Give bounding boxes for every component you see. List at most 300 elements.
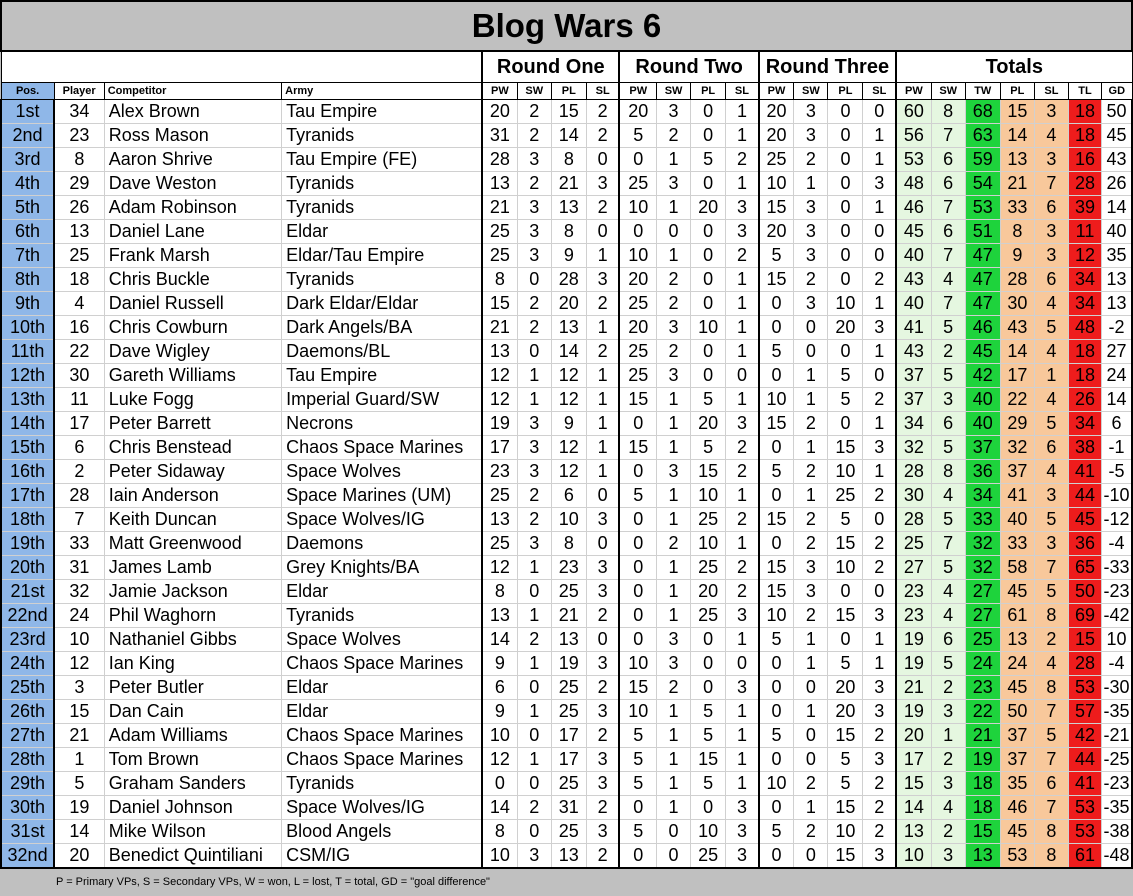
cell-r1-pl: 13 bbox=[551, 628, 586, 652]
cell-pos: 32nd bbox=[1, 844, 54, 869]
cell-r3-pw: 0 bbox=[759, 652, 794, 676]
cell-r1-sw: 2 bbox=[517, 796, 551, 820]
cell-r3-sl: 2 bbox=[863, 724, 896, 748]
cell-army: Tyranids bbox=[282, 172, 482, 196]
cell-pos: 17th bbox=[1, 484, 54, 508]
cell-tot-pl: 33 bbox=[1000, 532, 1034, 556]
cell-r1-pw: 6 bbox=[482, 676, 517, 700]
cell-r2-sw: 1 bbox=[657, 772, 691, 796]
cell-tot-tw: 46 bbox=[965, 316, 1000, 340]
cell-r2-pw: 0 bbox=[619, 508, 656, 532]
cell-tot-tw: 42 bbox=[965, 364, 1000, 388]
cell-competitor: James Lamb bbox=[104, 556, 281, 580]
cell-r2-sl: 1 bbox=[726, 628, 759, 652]
cell-tot-tl: 48 bbox=[1068, 316, 1101, 340]
cell-r1-pl: 21 bbox=[551, 604, 586, 628]
cell-r1-pl: 12 bbox=[551, 460, 586, 484]
cell-r3-sl: 3 bbox=[863, 436, 896, 460]
cell-pos: 16th bbox=[1, 460, 54, 484]
cell-player: 1 bbox=[54, 748, 104, 772]
cell-r1-pw: 9 bbox=[482, 700, 517, 724]
cell-r2-sw: 2 bbox=[657, 124, 691, 148]
cell-r1-sw: 0 bbox=[517, 820, 551, 844]
cell-tot-tl: 53 bbox=[1068, 820, 1101, 844]
cell-army: Tau Empire bbox=[282, 100, 482, 124]
cell-tot-pl: 45 bbox=[1000, 676, 1034, 700]
cell-tot-gd: -4 bbox=[1102, 652, 1132, 676]
cell-r2-sw: 1 bbox=[657, 580, 691, 604]
cell-r3-pw: 15 bbox=[759, 196, 794, 220]
cell-r2-pw: 25 bbox=[619, 340, 656, 364]
cell-tot-tw: 68 bbox=[965, 100, 1000, 124]
cell-r2-sw: 0 bbox=[657, 820, 691, 844]
cell-player: 23 bbox=[54, 124, 104, 148]
cell-tot-tw: 59 bbox=[965, 148, 1000, 172]
cell-r1-pw: 12 bbox=[482, 388, 517, 412]
table-row bbox=[1, 388, 1132, 412]
cell-r1-sl: 3 bbox=[586, 508, 619, 532]
cell-r3-sw: 1 bbox=[794, 364, 828, 388]
column-header-row bbox=[1, 83, 1132, 100]
cell-tot-sw: 8 bbox=[931, 460, 965, 484]
cell-tot-tl: 65 bbox=[1068, 556, 1101, 580]
cell-tot-pl: 15 bbox=[1000, 100, 1034, 124]
cell-tot-tl: 45 bbox=[1068, 508, 1101, 532]
cell-r3-pl: 25 bbox=[828, 484, 863, 508]
cell-tot-gd: -25 bbox=[1102, 748, 1132, 772]
cell-r2-pw: 5 bbox=[619, 772, 656, 796]
cell-r2-sl: 3 bbox=[726, 220, 759, 244]
cell-r2-pw: 0 bbox=[619, 628, 656, 652]
cell-tot-sl: 6 bbox=[1034, 436, 1068, 460]
cell-r1-sl: 3 bbox=[586, 772, 619, 796]
cell-r1-sl: 2 bbox=[586, 196, 619, 220]
cell-r2-sw: 3 bbox=[657, 100, 691, 124]
cell-tot-sl: 3 bbox=[1034, 532, 1068, 556]
cell-player: 33 bbox=[54, 532, 104, 556]
cell-r1-sl: 2 bbox=[586, 292, 619, 316]
cell-r1-sw: 3 bbox=[517, 148, 551, 172]
cell-r3-pl: 15 bbox=[828, 796, 863, 820]
cell-tot-tw: 19 bbox=[965, 748, 1000, 772]
group-totals: Totals bbox=[896, 51, 1132, 83]
cell-army: Tau Empire (FE) bbox=[282, 148, 482, 172]
cell-tot-pl: 9 bbox=[1000, 244, 1034, 268]
cell-r1-sw: 0 bbox=[517, 676, 551, 700]
cell-competitor: Nathaniel Gibbs bbox=[104, 628, 281, 652]
cell-tot-sl: 5 bbox=[1034, 508, 1068, 532]
cell-r2-sl: 1 bbox=[726, 388, 759, 412]
cell-player: 14 bbox=[54, 820, 104, 844]
cell-army: Daemons bbox=[282, 532, 482, 556]
cell-tot-pl: 33 bbox=[1000, 196, 1034, 220]
cell-r1-pw: 25 bbox=[482, 484, 517, 508]
cell-tot-gd: -12 bbox=[1102, 508, 1132, 532]
cell-r2-pl: 5 bbox=[691, 772, 726, 796]
cell-tot-gd: -35 bbox=[1102, 700, 1132, 724]
cell-tot-pl: 17 bbox=[1000, 364, 1034, 388]
group-header-row bbox=[1, 51, 1132, 83]
table-row bbox=[1, 172, 1132, 196]
cell-r1-sl: 2 bbox=[586, 340, 619, 364]
cell-tot-pw: 37 bbox=[896, 388, 931, 412]
cell-tot-sl: 5 bbox=[1034, 412, 1068, 436]
cell-r3-pl: 0 bbox=[828, 244, 863, 268]
cell-tot-pw: 15 bbox=[896, 772, 931, 796]
cell-r2-sw: 1 bbox=[657, 196, 691, 220]
cell-tot-pl: 37 bbox=[1000, 724, 1034, 748]
cell-tot-tl: 26 bbox=[1068, 388, 1101, 412]
cell-r2-pl: 25 bbox=[691, 604, 726, 628]
cell-r1-sl: 1 bbox=[586, 364, 619, 388]
cell-r3-sw: 0 bbox=[794, 844, 828, 869]
cell-tot-tl: 57 bbox=[1068, 700, 1101, 724]
cell-r3-sw: 0 bbox=[794, 676, 828, 700]
cell-pos: 20th bbox=[1, 556, 54, 580]
cell-r1-pl: 8 bbox=[551, 148, 586, 172]
cell-army: Tyranids bbox=[282, 124, 482, 148]
cell-r1-pl: 23 bbox=[551, 556, 586, 580]
cell-pos: 13th bbox=[1, 388, 54, 412]
table-row bbox=[1, 196, 1132, 220]
cell-tot-pl: 14 bbox=[1000, 340, 1034, 364]
cell-tot-gd: 45 bbox=[1102, 124, 1132, 148]
cell-tot-sl: 3 bbox=[1034, 148, 1068, 172]
cell-tot-gd: -38 bbox=[1102, 820, 1132, 844]
cell-tot-sw: 6 bbox=[931, 220, 965, 244]
cell-r2-sw: 1 bbox=[657, 436, 691, 460]
cell-army: Tau Empire bbox=[282, 364, 482, 388]
cell-r1-sl: 0 bbox=[586, 532, 619, 556]
cell-tot-tl: 18 bbox=[1068, 100, 1101, 124]
cell-r2-pw: 0 bbox=[619, 220, 656, 244]
cell-tot-pw: 14 bbox=[896, 796, 931, 820]
cell-r2-pl: 0 bbox=[691, 652, 726, 676]
cell-r1-pl: 8 bbox=[551, 532, 586, 556]
cell-r2-sl: 3 bbox=[726, 412, 759, 436]
cell-tot-tw: 47 bbox=[965, 268, 1000, 292]
cell-tot-tw: 47 bbox=[965, 292, 1000, 316]
cell-tot-pl: 32 bbox=[1000, 436, 1034, 460]
cell-competitor: Alex Brown bbox=[104, 100, 281, 124]
cell-r2-sw: 2 bbox=[657, 268, 691, 292]
footnote: P = Primary VPs, S = Secondary VPs, W = won, L = lost, T = total, GD = "goal difference" bbox=[56, 876, 490, 888]
cell-tot-sl: 5 bbox=[1034, 316, 1068, 340]
cell-r2-pl: 0 bbox=[691, 364, 726, 388]
cell-tot-sw: 2 bbox=[931, 748, 965, 772]
table-row bbox=[1, 556, 1132, 580]
cell-tot-pw: 19 bbox=[896, 652, 931, 676]
cell-competitor: Aaron Shrive bbox=[104, 148, 281, 172]
cell-player: 5 bbox=[54, 772, 104, 796]
cell-competitor: Dave Weston bbox=[104, 172, 281, 196]
cell-tot-gd: -23 bbox=[1102, 580, 1132, 604]
cell-r3-pw: 0 bbox=[759, 484, 794, 508]
cell-r1-pl: 13 bbox=[551, 316, 586, 340]
cell-r2-pw: 0 bbox=[619, 580, 656, 604]
cell-r3-pl: 5 bbox=[828, 508, 863, 532]
cell-tot-tl: 18 bbox=[1068, 340, 1101, 364]
cell-tot-sl: 3 bbox=[1034, 244, 1068, 268]
header-r3-pw: PW bbox=[759, 83, 794, 100]
cell-r3-sl: 2 bbox=[863, 532, 896, 556]
cell-r1-sl: 1 bbox=[586, 244, 619, 268]
cell-r1-pl: 25 bbox=[551, 820, 586, 844]
cell-r1-pl: 12 bbox=[551, 388, 586, 412]
table-row bbox=[1, 340, 1132, 364]
cell-r1-pl: 9 bbox=[551, 412, 586, 436]
cell-tot-tl: 41 bbox=[1068, 772, 1101, 796]
cell-tot-pw: 20 bbox=[896, 724, 931, 748]
cell-tot-tw: 24 bbox=[965, 652, 1000, 676]
cell-tot-pw: 53 bbox=[896, 148, 931, 172]
cell-r2-sl: 3 bbox=[726, 820, 759, 844]
cell-r3-pl: 10 bbox=[828, 820, 863, 844]
cell-r3-sw: 3 bbox=[794, 100, 828, 124]
cell-tot-tw: 32 bbox=[965, 556, 1000, 580]
cell-r2-sl: 1 bbox=[726, 700, 759, 724]
cell-r3-pw: 5 bbox=[759, 244, 794, 268]
cell-player: 18 bbox=[54, 268, 104, 292]
cell-r2-sl: 3 bbox=[726, 676, 759, 700]
cell-r3-pl: 15 bbox=[828, 724, 863, 748]
cell-pos: 7th bbox=[1, 244, 54, 268]
cell-tot-pl: 13 bbox=[1000, 628, 1034, 652]
cell-r3-sl: 1 bbox=[863, 292, 896, 316]
cell-r1-sw: 2 bbox=[517, 292, 551, 316]
cell-r1-sw: 1 bbox=[517, 652, 551, 676]
cell-r2-pl: 5 bbox=[691, 724, 726, 748]
cell-r2-pw: 5 bbox=[619, 124, 656, 148]
cell-tot-sw: 8 bbox=[931, 100, 965, 124]
cell-tot-gd: -10 bbox=[1102, 484, 1132, 508]
cell-pos: 24th bbox=[1, 652, 54, 676]
cell-r1-pw: 31 bbox=[482, 124, 517, 148]
cell-tot-sw: 4 bbox=[931, 268, 965, 292]
cell-tot-tl: 53 bbox=[1068, 676, 1101, 700]
cell-tot-tw: 15 bbox=[965, 820, 1000, 844]
cell-tot-pw: 17 bbox=[896, 748, 931, 772]
cell-r3-sw: 3 bbox=[794, 196, 828, 220]
group-round-two: Round Two bbox=[619, 51, 758, 83]
group-round-three: Round Three bbox=[759, 51, 896, 83]
header-r1-sl: SL bbox=[586, 83, 619, 100]
cell-r3-pl: 15 bbox=[828, 436, 863, 460]
cell-r3-pw: 10 bbox=[759, 172, 794, 196]
cell-player: 31 bbox=[54, 556, 104, 580]
cell-r2-sw: 3 bbox=[657, 460, 691, 484]
cell-pos: 29th bbox=[1, 772, 54, 796]
cell-tot-sl: 4 bbox=[1034, 388, 1068, 412]
cell-tot-pw: 10 bbox=[896, 844, 931, 869]
group-blank bbox=[1, 51, 482, 83]
cell-tot-sl: 6 bbox=[1034, 196, 1068, 220]
cell-tot-pw: 21 bbox=[896, 676, 931, 700]
header-r2-sl: SL bbox=[726, 83, 759, 100]
table-row bbox=[1, 628, 1132, 652]
table-row bbox=[1, 820, 1132, 844]
header-totals-tw: TW bbox=[965, 83, 1000, 100]
cell-r2-sw: 2 bbox=[657, 532, 691, 556]
cell-tot-sl: 4 bbox=[1034, 124, 1068, 148]
cell-player: 3 bbox=[54, 676, 104, 700]
cell-r2-sw: 0 bbox=[657, 220, 691, 244]
cell-r3-sl: 2 bbox=[863, 772, 896, 796]
cell-r2-sw: 1 bbox=[657, 244, 691, 268]
cell-tot-sw: 5 bbox=[931, 436, 965, 460]
header-r3-sw: SW bbox=[794, 83, 828, 100]
cell-competitor: Ian King bbox=[104, 652, 281, 676]
cell-r3-sw: 3 bbox=[794, 556, 828, 580]
cell-tot-pl: 43 bbox=[1000, 316, 1034, 340]
cell-r1-pw: 20 bbox=[482, 100, 517, 124]
cell-r1-sw: 0 bbox=[517, 340, 551, 364]
cell-r2-pl: 5 bbox=[691, 148, 726, 172]
cell-r1-sw: 2 bbox=[517, 316, 551, 340]
cell-tot-pw: 25 bbox=[896, 532, 931, 556]
cell-tot-tl: 12 bbox=[1068, 244, 1101, 268]
cell-r2-sw: 1 bbox=[657, 148, 691, 172]
cell-r2-sw: 2 bbox=[657, 292, 691, 316]
cell-r1-pw: 13 bbox=[482, 172, 517, 196]
cell-r3-sl: 1 bbox=[863, 412, 896, 436]
cell-tot-tl: 44 bbox=[1068, 748, 1101, 772]
cell-r2-sw: 1 bbox=[657, 388, 691, 412]
cell-r2-pw: 15 bbox=[619, 388, 656, 412]
header-totals-gd: GD bbox=[1102, 83, 1132, 100]
cell-r2-sl: 3 bbox=[726, 796, 759, 820]
table-row bbox=[1, 508, 1132, 532]
cell-pos: 4th bbox=[1, 172, 54, 196]
cell-r1-pl: 20 bbox=[551, 292, 586, 316]
cell-r2-pl: 0 bbox=[691, 220, 726, 244]
cell-r1-sw: 3 bbox=[517, 436, 551, 460]
cell-r1-pl: 6 bbox=[551, 484, 586, 508]
cell-r3-pl: 15 bbox=[828, 604, 863, 628]
cell-tot-gd: 6 bbox=[1102, 412, 1132, 436]
cell-player: 8 bbox=[54, 148, 104, 172]
cell-r3-pl: 0 bbox=[828, 268, 863, 292]
cell-pos: 2nd bbox=[1, 124, 54, 148]
table-row bbox=[1, 292, 1132, 316]
cell-r2-sl: 3 bbox=[726, 604, 759, 628]
cell-pos: 10th bbox=[1, 316, 54, 340]
cell-tot-tl: 11 bbox=[1068, 220, 1101, 244]
cell-r1-pl: 14 bbox=[551, 124, 586, 148]
cell-r2-pl: 10 bbox=[691, 484, 726, 508]
cell-army: Chaos Space Marines bbox=[282, 724, 482, 748]
cell-tot-pl: 30 bbox=[1000, 292, 1034, 316]
cell-tot-tw: 33 bbox=[965, 508, 1000, 532]
cell-r3-pw: 0 bbox=[759, 364, 794, 388]
cell-r2-sw: 3 bbox=[657, 652, 691, 676]
cell-tot-tl: 34 bbox=[1068, 292, 1101, 316]
cell-r3-pl: 10 bbox=[828, 292, 863, 316]
cell-tot-pw: 32 bbox=[896, 436, 931, 460]
cell-r1-pl: 12 bbox=[551, 436, 586, 460]
cell-tot-sw: 5 bbox=[931, 316, 965, 340]
cell-r2-pl: 0 bbox=[691, 292, 726, 316]
cell-player: 12 bbox=[54, 652, 104, 676]
cell-r1-sl: 3 bbox=[586, 700, 619, 724]
table-row bbox=[1, 364, 1132, 388]
cell-r1-pw: 10 bbox=[482, 844, 517, 869]
cell-tot-sw: 4 bbox=[931, 604, 965, 628]
cell-r1-sl: 1 bbox=[586, 436, 619, 460]
cell-tot-sw: 3 bbox=[931, 772, 965, 796]
cell-r1-sw: 3 bbox=[517, 220, 551, 244]
cell-r2-sw: 0 bbox=[657, 844, 691, 869]
header-r1-pw: PW bbox=[482, 83, 517, 100]
cell-r1-sl: 2 bbox=[586, 676, 619, 700]
cell-r1-pl: 10 bbox=[551, 508, 586, 532]
cell-r3-pl: 20 bbox=[828, 316, 863, 340]
cell-tot-sl: 2 bbox=[1034, 628, 1068, 652]
cell-pos: 25th bbox=[1, 676, 54, 700]
cell-r3-sw: 1 bbox=[794, 172, 828, 196]
cell-r2-pw: 25 bbox=[619, 364, 656, 388]
cell-r2-sl: 3 bbox=[726, 844, 759, 869]
cell-competitor: Daniel Lane bbox=[104, 220, 281, 244]
cell-r2-sl: 2 bbox=[726, 244, 759, 268]
cell-tot-gd: 14 bbox=[1102, 196, 1132, 220]
cell-tot-gd: 27 bbox=[1102, 340, 1132, 364]
cell-tot-sl: 4 bbox=[1034, 652, 1068, 676]
cell-competitor: Mike Wilson bbox=[104, 820, 281, 844]
cell-r2-pl: 0 bbox=[691, 100, 726, 124]
cell-tot-pl: 61 bbox=[1000, 604, 1034, 628]
cell-r3-sw: 2 bbox=[794, 772, 828, 796]
table-row bbox=[1, 412, 1132, 436]
header-r2-pw: PW bbox=[619, 83, 656, 100]
cell-r2-sl: 2 bbox=[726, 148, 759, 172]
cell-player: 22 bbox=[54, 340, 104, 364]
cell-competitor: Gareth Williams bbox=[104, 364, 281, 388]
cell-tot-sw: 2 bbox=[931, 676, 965, 700]
cell-r2-sw: 3 bbox=[657, 316, 691, 340]
cell-r3-pw: 5 bbox=[759, 820, 794, 844]
cell-competitor: Luke Fogg bbox=[104, 388, 281, 412]
cell-player: 26 bbox=[54, 196, 104, 220]
cell-r1-pl: 28 bbox=[551, 268, 586, 292]
cell-r1-sl: 0 bbox=[586, 628, 619, 652]
table-row bbox=[1, 220, 1132, 244]
cell-r1-pw: 13 bbox=[482, 340, 517, 364]
cell-tot-tw: 34 bbox=[965, 484, 1000, 508]
cell-r2-pl: 0 bbox=[691, 268, 726, 292]
cell-tot-sw: 5 bbox=[931, 508, 965, 532]
cell-tot-pw: 19 bbox=[896, 700, 931, 724]
cell-r2-sw: 1 bbox=[657, 484, 691, 508]
cell-r2-pw: 5 bbox=[619, 820, 656, 844]
cell-competitor: Graham Sanders bbox=[104, 772, 281, 796]
cell-tot-tl: 41 bbox=[1068, 460, 1101, 484]
table-row bbox=[1, 532, 1132, 556]
cell-r2-sw: 1 bbox=[657, 724, 691, 748]
cell-r2-pw: 0 bbox=[619, 604, 656, 628]
cell-r1-pw: 17 bbox=[482, 436, 517, 460]
cell-r3-pl: 15 bbox=[828, 532, 863, 556]
cell-r2-pw: 10 bbox=[619, 652, 656, 676]
cell-r2-pw: 0 bbox=[619, 556, 656, 580]
cell-r1-pl: 21 bbox=[551, 172, 586, 196]
cell-tot-pl: 37 bbox=[1000, 748, 1034, 772]
cell-r2-sl: 2 bbox=[726, 556, 759, 580]
cell-competitor: Dave Wigley bbox=[104, 340, 281, 364]
cell-army: Eldar bbox=[282, 580, 482, 604]
cell-tot-pl: 21 bbox=[1000, 172, 1034, 196]
cell-tot-gd: -33 bbox=[1102, 556, 1132, 580]
